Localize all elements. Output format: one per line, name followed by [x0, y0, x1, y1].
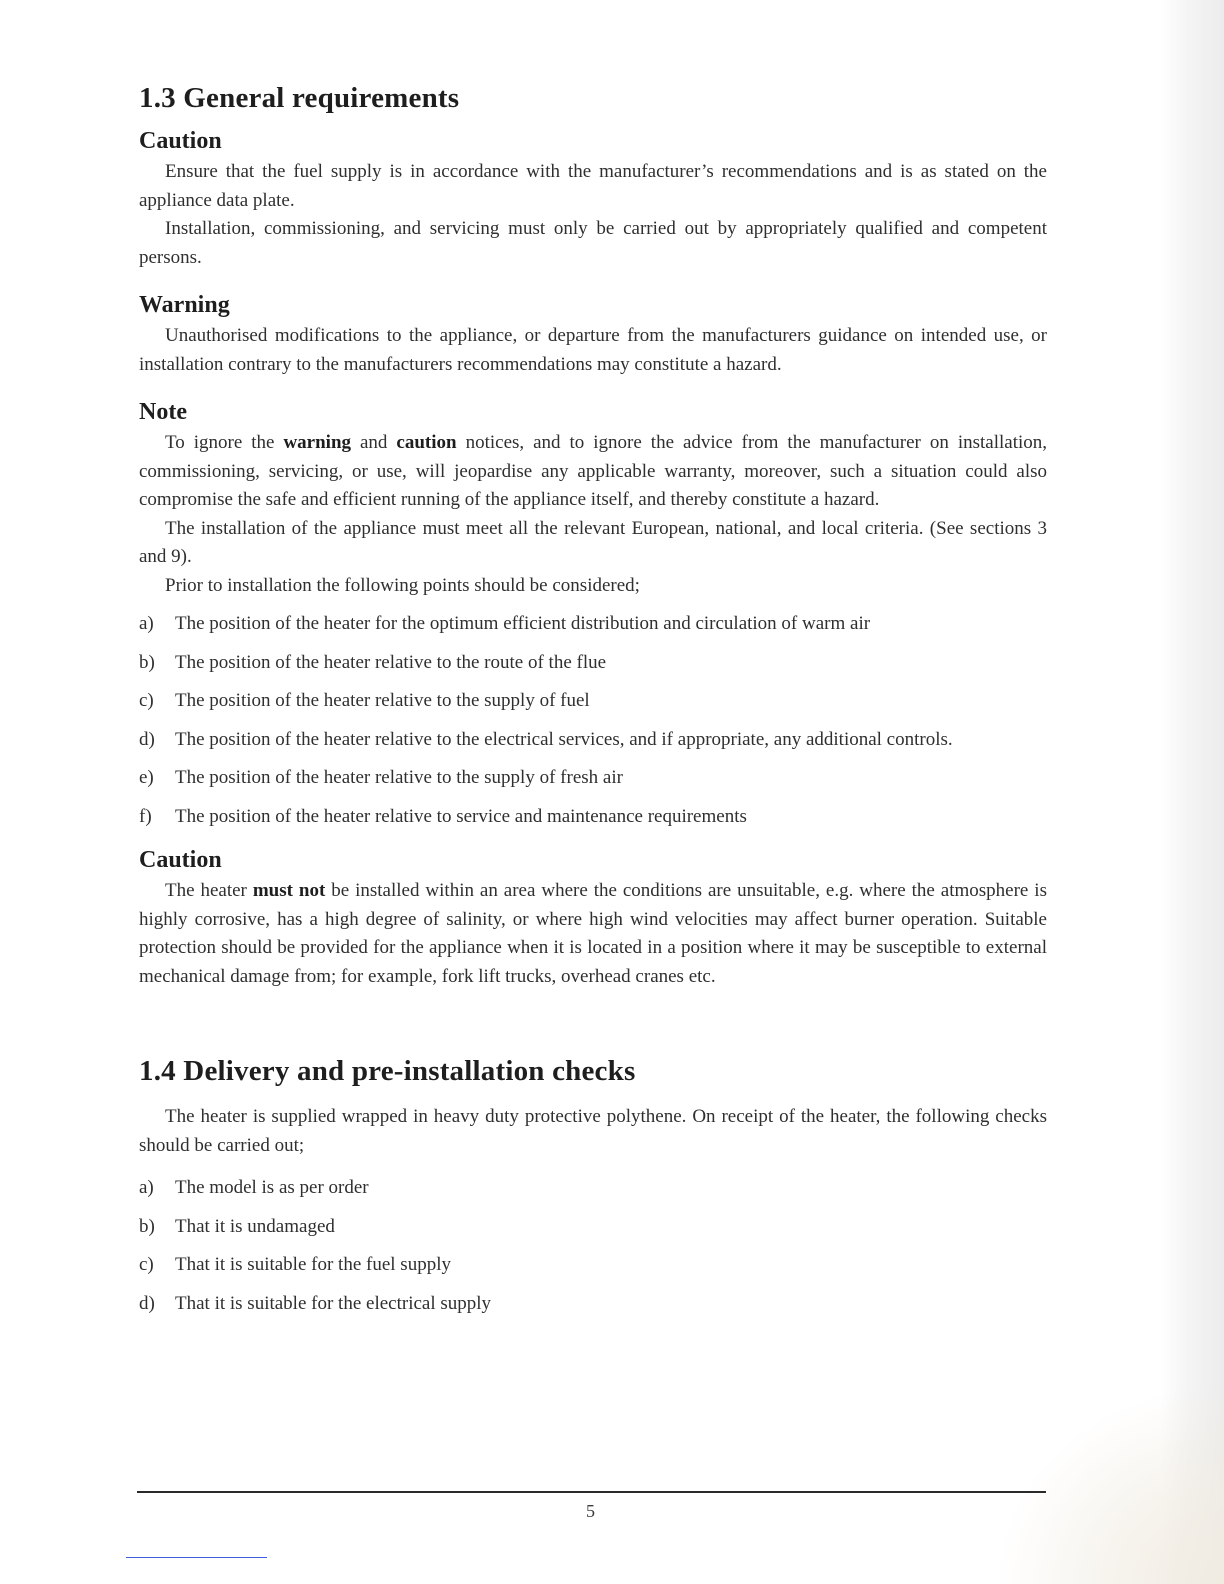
page-number: 5 [586, 1501, 595, 1521]
list-marker: d) [139, 728, 155, 750]
must-not-emphasis: must not [252, 880, 326, 901]
list-text: The position of the heater relative to the electrical services, and if appropriate, any additional controls. [175, 728, 953, 750]
caution-paragraph: Ensure that the fuel supply is in accordance with the manufacturer’s recommendations and is as stated on the appliance data plate. [139, 161, 1047, 211]
list-item [139, 649, 1047, 678]
list-marker: e) [139, 767, 154, 788]
warning-heading: Warning [139, 292, 230, 318]
note-paragraph: The installation of the appliance must meet all the relevant European, national, and local criteria. (See sections 3 and 9). [139, 517, 1047, 567]
list-text: The position of the heater relative to the supply of fuel [175, 690, 590, 711]
considerations-list [139, 610, 1047, 831]
page-corner-stain [994, 1384, 1224, 1584]
list-marker: a) [139, 613, 154, 634]
list-text: The position of the heater for the optimum efficient distribution and circulation of warm air [175, 613, 871, 634]
note-heading: Note [139, 399, 187, 425]
delivery-checks-list [139, 1174, 1047, 1318]
note-paragraph [139, 429, 1047, 515]
note-paragraph: Prior to installation the following points should be considered; [165, 574, 640, 596]
list-text: That it is undamaged [175, 1215, 335, 1237]
list-item [139, 610, 1047, 639]
list-text: That it is suitable for the fuel supply [175, 1254, 451, 1275]
list-marker: b) [139, 1215, 155, 1237]
document-body [139, 80, 1047, 1318]
caution-block-2 [139, 845, 1047, 991]
list-marker: b) [139, 651, 155, 673]
caution-text: be installed within an area where the conditions are unsuitable, e.g. where the atmosphere is highly corrosive, has a high degree of salinity, or where high wind velocities may affect burner operation. Suitable protection should be provided for the appliance when it is located in a position where it may be susceptible to external mechanical damage from; for example, fork lift trucks, overhead cranes etc. [139, 880, 1047, 987]
list-text: The position of the heater relative to service and maintenance requirements [175, 805, 747, 827]
note-text: and [351, 432, 397, 453]
list-item [139, 1174, 1047, 1203]
list-text: The model is as per order [175, 1177, 369, 1198]
list-item [139, 803, 1047, 832]
page-edge-shadow [1160, 0, 1224, 1584]
note-block [139, 397, 1047, 831]
caution-paragraph [139, 877, 1047, 991]
caution-heading: Caution [139, 128, 222, 154]
caution-emphasis: caution [396, 432, 457, 453]
section-1-4-title: 1.4 Delivery and pre-installation checks [139, 1055, 636, 1087]
bottom-accent-line [126, 1557, 267, 1558]
note-text: notices, and to ignore the advice from the manufacturer on installation, commissioning, servicing, or use, will jeopardise any applicable warranty, moreover, such a situation could also compromise the safe and efficient running of the appliance itself, and thereby constitute a hazard. [139, 432, 1048, 510]
warning-paragraph: Unauthorised modifications to the appliance, or departure from the manufacturers guidance on intended use, or installation contrary to the manufacturers recommendations may constitute a hazard. [139, 325, 1047, 375]
list-item [139, 726, 1047, 755]
list-item [139, 1251, 1047, 1280]
section-1-3-title: 1.3 General requirements [139, 82, 460, 114]
list-marker: c) [139, 1254, 154, 1275]
list-text: The position of the heater relative to the route of the flue [175, 651, 607, 673]
list-marker: a) [139, 1177, 154, 1198]
warning-block [139, 290, 1047, 379]
caution-text: The heater [165, 880, 253, 901]
warning-emphasis: warning [283, 432, 352, 453]
caution-block-1 [139, 126, 1047, 272]
caution-paragraph: Installation, commissioning, and servicing must only be carried out by appropriately qualified and competent persons. [139, 218, 1047, 268]
note-text: To ignore the [165, 432, 284, 453]
list-text: That it is suitable for the electrical supply [175, 1292, 492, 1314]
caution-heading: Caution [139, 847, 222, 873]
list-item [139, 687, 1047, 716]
list-text: The position of the heater relative to the supply of fresh air [175, 767, 623, 788]
list-marker: f) [139, 805, 152, 827]
list-item [139, 764, 1047, 793]
list-item [139, 1213, 1047, 1242]
delivery-paragraph: The heater is supplied wrapped in heavy duty protective polythene. On receipt of the heater, the following checks should be carried out; [139, 1106, 1047, 1156]
list-item [139, 1290, 1047, 1319]
list-marker: d) [139, 1292, 155, 1314]
list-marker: c) [139, 690, 154, 711]
footer-rule [137, 1491, 1046, 1493]
